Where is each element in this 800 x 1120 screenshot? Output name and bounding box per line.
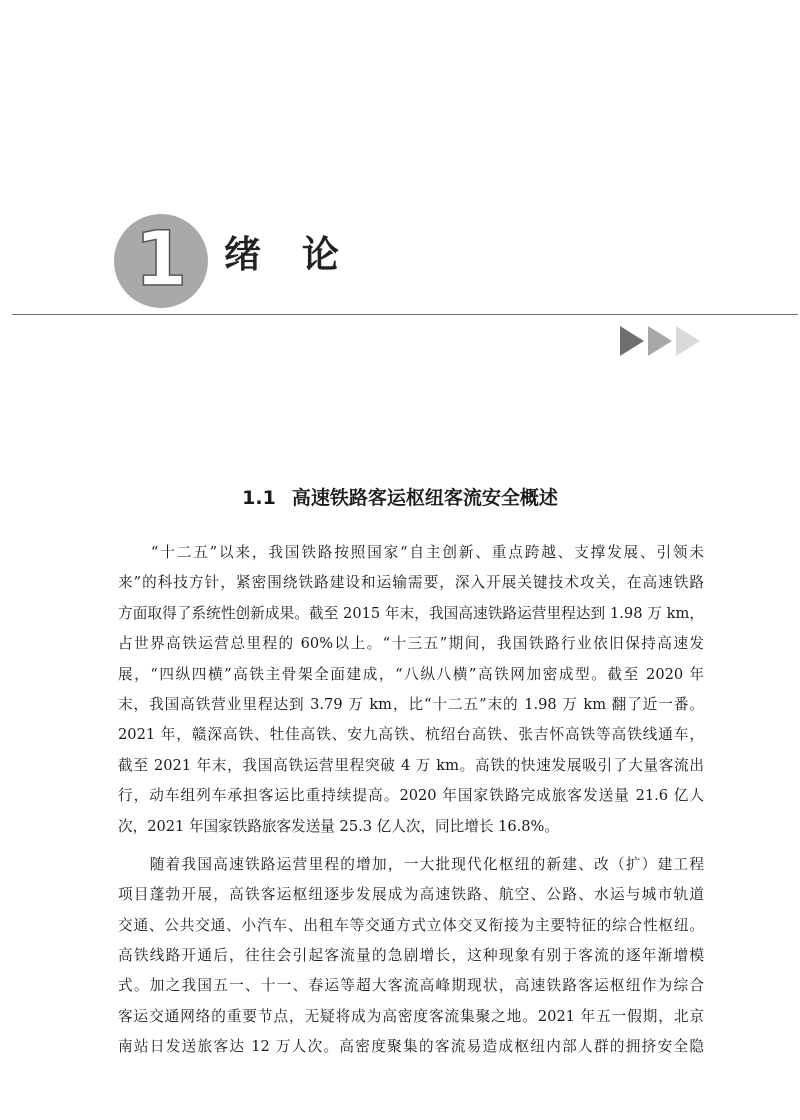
body-text [118, 538, 704, 1063]
text-line: 客运交通网络的重要节点，无疑将成为高密度客流集聚之地。2021 年五一假期，北京 [118, 1007, 704, 1025]
text-line: 次，2021 年国家铁路旅客发送量 25.3 亿人次，同比增长 16.8%。 [118, 817, 560, 835]
chapter-number-badge [114, 214, 208, 308]
chapter-number: 1 [134, 214, 188, 303]
text-line: “十二五”以来，我国铁路按照国家“自主创新、重点跨越、支撑发展、引领未 [118, 544, 704, 561]
text-line: 来”的科技方针，紧密围绕铁路建设和运输需要，深入开展关键技术攻关，在高速铁路 [118, 574, 704, 592]
text-line: 方面取得了系统性创新成果。截至 2015 年末，我国高速铁路运营里程达到 1.98 万 km， [118, 604, 704, 622]
text-line: 占世界高铁运营总里程的 60%以上。“十三五”期间，我国铁路行业依旧保持高速发 [118, 635, 704, 653]
text-line: 南站日发送旅客达 12 万人次。高密度聚集的客流易造成枢纽内部人群的拥挤安全隐 [118, 1038, 704, 1056]
arrow-light-icon [676, 326, 700, 356]
chapter-divider [12, 314, 798, 315]
text-line: 项目蓬勃开展，高铁客运枢纽逐步发展成为高速铁路、航空、公路、水运与城市轨道 [118, 886, 704, 904]
text-line: 式。加之我国五一、十一、春运等超大客流高峰期现状，高速铁路客运枢纽作为综合 [118, 977, 704, 995]
text-line: 交通、公共交通、小汽车、出租车等交通方式立体交叉衔接为主要特征的综合性枢纽。 [118, 916, 704, 934]
text-line: 随着我国高速铁路运营里程的增加，一大批现代化枢纽的新建、改（扩）建工程 [118, 855, 704, 873]
arrow-mid-icon [648, 326, 672, 356]
chapter-header [0, 0, 800, 400]
text-line: 末，我国高铁营业里程达到 3.79 万 km，比“十二五”末的 1.98 万 km 翻了近一番。 [118, 695, 704, 713]
paragraph [118, 850, 704, 1063]
paragraph [118, 538, 704, 842]
arrow-dark-icon [620, 326, 644, 356]
triple-arrow-icon [620, 326, 704, 356]
section-title: 高速铁路客运枢纽客流安全概述 [291, 487, 558, 509]
text-line: 展，“四纵四横”高铁主骨架全面建成，“八纵八横”高铁网加密成型。截至 2020 年 [118, 665, 704, 683]
text-line: 2021 年，赣深高铁、牡佳高铁、安九高铁、杭绍台高铁、张吉怀高铁等高铁线通车， [118, 726, 704, 744]
text-line: 行，动车组列车承担客运比重持续提高。2020 年国家铁路完成旅客发送量 21.6 亿人 [118, 787, 704, 805]
chapter-title: 绪 论 [224, 233, 353, 276]
text-line: 高铁线路开通后，往往会引起客流量的急剧增长，这种现象有别于客流的逐年渐增模 [118, 947, 704, 965]
paragraph-gap [118, 842, 704, 850]
text-line: 截至 2021 年末，我国高铁运营里程突破 4 万 km。高铁的快速发展吸引了大量客流出 [118, 756, 704, 774]
section-number: 1.1 [242, 487, 276, 509]
section-heading [0, 483, 800, 510]
